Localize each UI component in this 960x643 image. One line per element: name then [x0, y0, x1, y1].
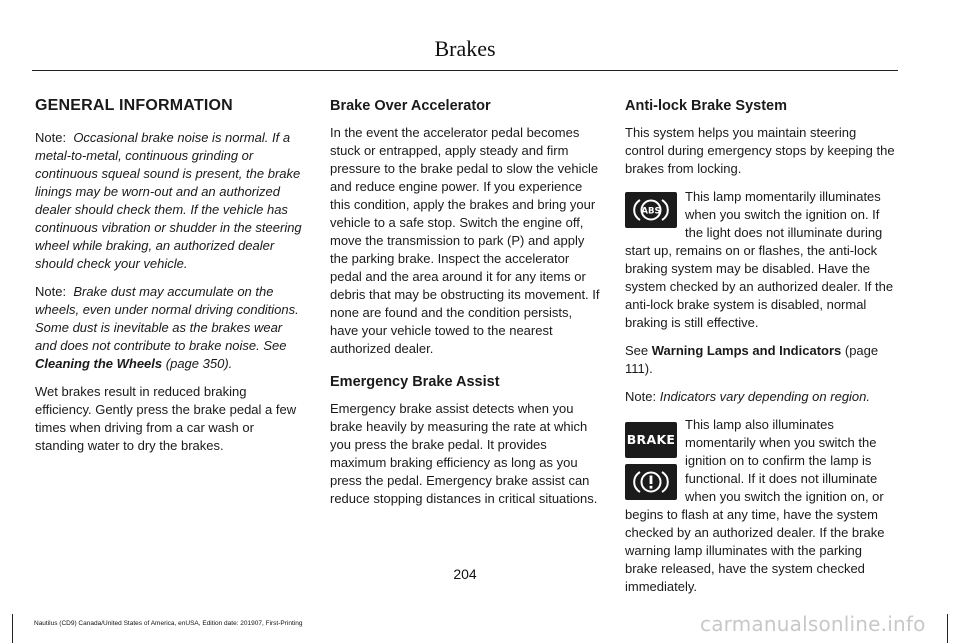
section-heading-general-information: GENERAL INFORMATION [35, 97, 233, 114]
page-reference: (page 111). [625, 343, 879, 376]
note-text: Brake dust may accumulate on the wheels, even under normal driving conditions. Some dust is inevitable as the brakes wear and does not contribute to brake noise. See [35, 284, 299, 353]
brake-warning-icons [625, 422, 677, 500]
page-title: Brakes [434, 36, 496, 61]
see-prefix: See [625, 343, 649, 358]
svg-text:ABS: ABS [641, 206, 661, 217]
crop-mark [947, 614, 948, 643]
note-label: Note: [625, 389, 657, 404]
page-number: 204 [453, 566, 477, 582]
brake-exclamation-warning-icon [625, 464, 677, 500]
column-general-information [35, 96, 305, 465]
paragraph-abs-intro: This system helps you maintain steering control during emergency stops by keeping the brakes from locking. [625, 125, 895, 176]
section-heading-brake-over-accelerator: Brake Over Accelerator [330, 98, 491, 114]
cross-reference-link[interactable]: Cleaning the Wheels [35, 356, 163, 371]
crop-mark [12, 614, 13, 643]
note-indicators-region [625, 388, 895, 406]
abs-warning-lamp-icon [625, 192, 677, 228]
header-divider [32, 70, 898, 71]
watermark-text: carmanualsonline.info [700, 612, 926, 636]
paragraph-wet-brakes: Wet brakes result in reduced braking efficiency. Gently press the brake pedal a few times when driving from a car wash or standing water to dry the brakes. [35, 384, 297, 453]
abs-lamp-description: This lamp momentarily illuminates when you switch the ignition on. If the light does not illuminate during start up, remains on or flashes, the anti-lock braking system may be disabled. Have the system checked by an authorized dealer. If the anti-lock brake system is disabled, normal braking is still effective. [625, 189, 894, 330]
section-heading-anti-lock-brake-system: Anti-lock Brake System [625, 98, 787, 114]
note-text: Indicators vary depending on region. [659, 389, 871, 404]
column-brake-over-accelerator [330, 96, 600, 518]
column-anti-lock-brake-system [625, 96, 895, 606]
note-brake-dust [35, 283, 305, 373]
abs-lamp-block [625, 188, 895, 332]
note-label: Note: [35, 284, 67, 299]
brake-lamp-description: This lamp also illuminates momentarily when you switch the ignition on to confirm the lamp is functional. If it does not illuminate when you switch the ignition on, or begins to flash at any time, have the system checked by an authorized dealer. If the brake warning lamp illuminates with the parking brake released, have the system checked immediately. [625, 417, 885, 594]
edition-footer: Nautilus (CD9) Canada/United States of America, enUSA, Edition date: 201907, First-Printing [34, 620, 303, 627]
cross-reference-link[interactable]: Warning Lamps and Indicators [651, 343, 842, 358]
note-label: Note: [35, 130, 67, 145]
paragraph-brake-over-accelerator: In the event the accelerator pedal becomes stuck or entrapped, apply steady and firm pressure to the brake pedal to slow the vehicle and reduce engine power. If you experience this condition, apply the brakes and bring your vehicle to a safe stop. Switch the engine off, move the transmission to park (P) and apply the parking brake. Inspect the accelerator pedal and the area around it for any items or debris that may be obstructing its movement. If none are found and the condition persists, have your vehicle towed to the nearest authorized dealer. [330, 125, 600, 356]
section-heading-emergency-brake-assist: Emergency Brake Assist [330, 374, 500, 390]
note-text: Occasional brake noise is normal. If a metal-to-metal, continuous grinding or continuous squeal sound is present, the brake linings may be worn-out and an authorized dealer should check them. If the vehicle has continuous vibration or shudder in the steering wheel while braking, an authorized dealer should check your vehicle. [35, 130, 302, 271]
brake-text-warning-icon: BRAKE [625, 422, 677, 458]
page-reference: (page 350). [165, 356, 233, 371]
paragraph-emergency-brake-assist: Emergency brake assist detects when you brake heavily by measuring the rate at which you press the brake pedal. It provides maximum braking efficiency as long as you press the pedal. Emergency brake assist can reduce stopping distances in critical situations. [330, 401, 598, 506]
see-also-reference [625, 342, 895, 378]
note-brake-noise [35, 129, 305, 273]
